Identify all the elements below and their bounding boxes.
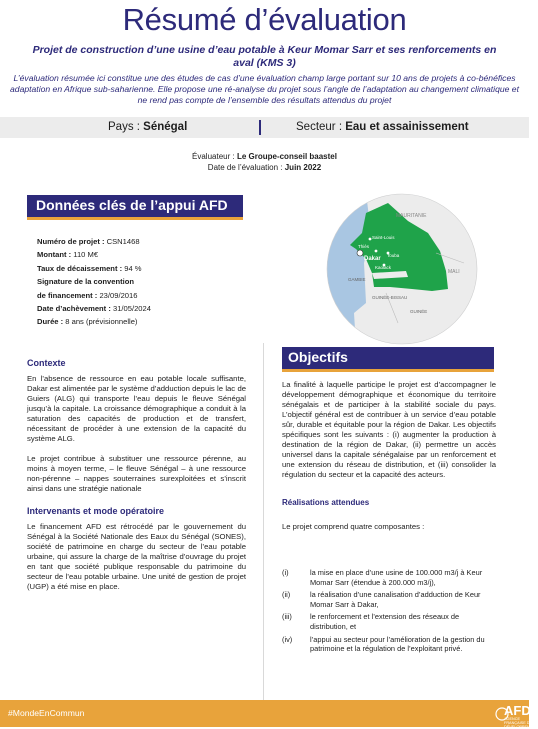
footer-bar (0, 700, 538, 729)
key-data-heading (27, 195, 243, 217)
key-data-item (37, 262, 247, 275)
key-data-label: de financement : (37, 290, 100, 300)
evaluator-label: Évaluateur : (192, 152, 237, 161)
key-data-item (37, 275, 247, 288)
list-item (282, 590, 496, 609)
context-section (27, 358, 246, 592)
list-item (282, 612, 496, 631)
dakar-marker (357, 250, 363, 256)
key-data-label: Taux de décaissement : (37, 263, 125, 273)
key-data-value: 94 % (124, 263, 142, 273)
heading-accent-bar (27, 217, 243, 220)
project-subtitle: Projet de construction d’une usine d’eau potable à Keur Momar Sarr et ses renforcements en aval (KMS 3) (32, 44, 497, 69)
stakeholders-paragraph: Le financement AFD est rétrocédé par le gouvernement du Sénégal à la Société Nationale des Eaux du Sénégal (SONES), société de patrimoine en charge du secteur de l’eau potable urbaine, qui assure la charge de la maîtrise d’ouvrage du projet en tant que société publique responsable du patrimoine du secteur de l’eau potable urbaine. Une unité de gestion de projet (UGP) a été mise en place. (27, 522, 246, 591)
key-data-label: Date d’achèvement : (37, 304, 113, 314)
city-dot (369, 238, 372, 241)
context-paragraph: En l’absence de ressource en eau potable locale suffisante, Dakar est alimentée par le système d’adduction depuis le lac de Guiers (ALG) qui transporte l’eau depuis le fleuve Sénégal jusqu’à la capitale. La croissance démographique a conduit à la saturation des capacités de production et de transfert, nécessitant de procéder à une extension de la capacité du système ALG. (27, 374, 246, 443)
column-divider (263, 343, 264, 703)
hashtag: #MondeEnCommun (8, 708, 85, 718)
senegal-map (326, 193, 478, 345)
heading-accent-bar (282, 369, 494, 372)
objectives-heading (282, 347, 494, 369)
band-divider (259, 120, 261, 135)
list-item-number: (iv) (282, 634, 293, 644)
map-label-guinee-bissau: GUINÉE-BISSAU (372, 295, 408, 300)
afd-logo-text: AFD (504, 703, 531, 718)
list-item-text: la réalisation d’une canalisation d’adduction de Keur Momar Sarr à Dakar, (310, 590, 481, 609)
objectives-paragraph: La finalité à laquelle participe le projet est d’accompagner le développement démographique et économique du territoire sénégalais et de participer à la stabilité sociale du pays. L’objectif général est de contribuer à un service d’eau potable sûr, durable et équitable pour la région de Dakar. Les objectifs spécifiques sont les suivants : (i) augmenter la production à destination de la région de Dakar, (ii) permettre un accès universel dans la capitale sénégalaise par un renforcement et une extension du réseau de distribution, et (iii) consolider la régulation du secteur et la capacité des acteurs. (282, 380, 496, 479)
key-data-label: Signature de la convention (37, 277, 135, 287)
list-item-number: (i) (282, 568, 289, 577)
list-item-text: l’appui au secteur pour l’amélioration de la gestion du patrimoine et la régulation de l’exploitant privé. (310, 634, 485, 654)
list-item (282, 635, 496, 654)
context-paragraph: Le projet contribue à substituer une ressource pérenne, au moins à moyen terme, – le fleuve Sénégal – à une ressource non-pérenne – nappes souterraines surexploitées et s’inscrit ainsi dans une stratégie nationale (27, 454, 246, 493)
sector-value: Eau et assainissement (345, 121, 469, 133)
intro-text: L’évaluation résumée ici constitue une des études de cas d’une évaluation champ large portant sur 10 ans de projets à co-bénéfices adaptation en Afrique sub-saharienne. Elle propose une ré-analyse du projet sous l’angle de l’adaptation au changement climatique et ne rend pas compte de l’ensemble des résultats attendus du projet (10, 73, 519, 105)
evaluation-date-line (160, 162, 369, 173)
key-data-label: Montant : (37, 250, 74, 260)
key-data-list (37, 235, 247, 329)
afd-logo-subtext: AGENCE FRANÇAISE DE DÉVELOPPEMENT (504, 717, 538, 729)
country-info (108, 121, 187, 133)
context-heading: Contexte (27, 358, 66, 368)
key-data-value: 8 ans (prévisionnelle) (65, 317, 138, 327)
key-data-heading-text: Données clés de l’appui AFD (36, 197, 228, 213)
list-item-text: le renforcement et l’extension des réseaux de distribution, et (310, 612, 460, 631)
map-label-guinee: GUINÉE (410, 309, 428, 314)
key-data-label: Numéro de projet : (37, 237, 107, 246)
key-data-value: 110 M€ (73, 250, 99, 260)
key-data-item (37, 248, 247, 261)
map-label-gambie: GAMBIE (348, 277, 366, 282)
sector-info (296, 121, 469, 133)
map-label-mauritanie: MAURITANIE (396, 213, 427, 219)
city-dot (375, 250, 378, 253)
map-label-kaolack: Kaolack (375, 265, 392, 270)
map-label-touba: Touba (387, 253, 400, 258)
list-item-number: (iii) (282, 612, 292, 622)
map-label-thies: Thiès (358, 244, 370, 249)
list-item-text: la mise en place d’une usine de 100.000 m3/j à Keur Momar Sarr (étendue à 200.000 m3/j), (310, 568, 483, 587)
list-item-number: (ii) (282, 590, 291, 600)
stakeholders-heading: Intervenants et mode opératoire (27, 506, 165, 516)
map-label-saint-louis: Saint-Louis (372, 235, 395, 240)
evaluator-value: Le Groupe-conseil baastel (236, 152, 337, 161)
key-data-item (37, 302, 247, 315)
key-data-item (37, 289, 247, 302)
evaluation-meta (160, 151, 369, 173)
key-data-item (37, 235, 247, 248)
key-data-label: Durée : (37, 317, 66, 327)
evaluation-date-value: Juin 2022 (284, 163, 322, 172)
deliverables-list (282, 568, 496, 657)
page-title: Résumé d’évaluation (122, 2, 407, 37)
deliverables-heading: Réalisations attendues (282, 498, 370, 507)
map-label-dakar: Dakar (364, 256, 381, 262)
objectives-section (282, 380, 496, 532)
country-label: Pays : (108, 121, 144, 133)
objectives-heading-text: Objectifs (288, 349, 348, 365)
deliverables-intro: Le projet comprend quatre composantes : (282, 522, 425, 531)
key-data-item (37, 315, 247, 328)
key-data-value: 23/09/2016 (99, 290, 138, 300)
key-data-value: 31/05/2024 (112, 304, 151, 314)
evaluation-date-label: Date de l’évaluation : (207, 163, 285, 172)
map-label-mali: MALI (448, 269, 460, 275)
key-data-value: CSN1468 (106, 237, 140, 246)
list-item (282, 568, 496, 587)
evaluator-line (160, 151, 369, 162)
sector-label: Secteur : (296, 121, 346, 133)
country-sector-band (0, 117, 529, 138)
country-value: Sénégal (143, 121, 188, 133)
